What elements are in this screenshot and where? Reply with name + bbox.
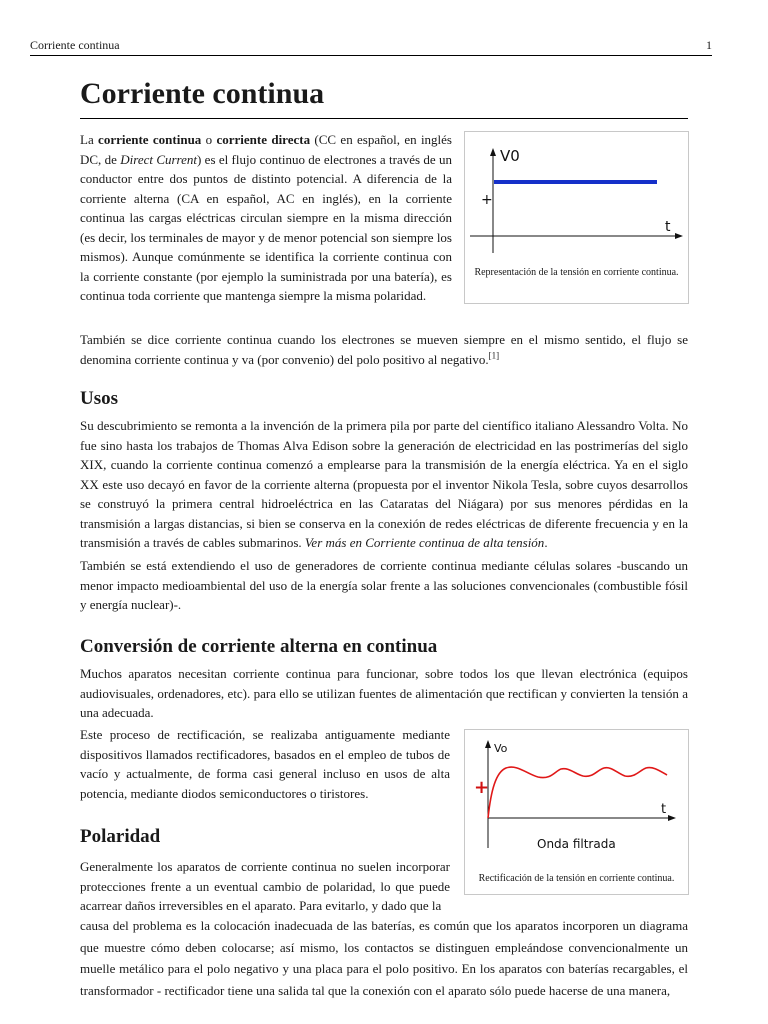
intro-paragraph-2 (80, 330, 688, 369)
conversion-paragraph-2 (80, 725, 450, 803)
article-title: Corriente continua (80, 77, 325, 110)
rectified-voltage-graph (465, 730, 688, 894)
text-run: También se está extendiendo el uso de generadores de corriente continua mediante células solares -buscando un menor impacto medioambiental del uso de la energía solar frente a las soluciones convencionales (combustible fósil y energía nuclear)-. (80, 558, 688, 612)
text-run: Muchos aparatos necesitan corriente continua para funcionar, sobre todos los que llevan electrónica (equipos audiovisuales, ordenadores, etc). para ello se utilizan fuentes de alimentación que rectifican y convierten la tensión a una adecuada. (80, 666, 688, 720)
text-run: Este proceso de rectificación, se realizaba antiguamente mediante dispositivos llamados rectificadores, basados en el empleo de tubos de vacío y actualmente, de forma casi general incluso en usos de alta potencia, mediante diodos semiconductores o tiristores. (80, 727, 450, 801)
text-run: Generalmente los aparatos de corriente continua no suelen incorporar protecciones frente a un eventual cambio de polaridad, lo que puede acarrear daños irreversibles en el aparato. Para evitarlo, y dado que la (80, 859, 450, 913)
page-number: 1 (706, 38, 712, 52)
reference-marker: [1] (488, 350, 500, 361)
italic-text: Ver más en Corriente continua de alta tensión (304, 535, 545, 550)
time-axis-label-2: t (661, 802, 667, 817)
heading-usos: Usos (80, 388, 119, 409)
bold-term: corriente directa (216, 132, 311, 147)
intro-paragraph (80, 130, 452, 306)
running-header-title: Corriente continua (30, 38, 120, 52)
polaridad-paragraph-1b (80, 915, 688, 1001)
heading-conversion: Conversión de corriente alterna en continua (80, 636, 438, 657)
polaridad-paragraph-1a (80, 857, 450, 916)
bold-term: corriente continua (98, 132, 202, 147)
figure-rectified-voltage (464, 729, 689, 895)
filtered-wave (488, 767, 667, 818)
text-run: Su descubrimiento se remonta a la invención de la primera pila por parte del científico italiano Alessandro Volta. No fue sino hasta los trabajos de Thomas Alva Edison sobre la generación de electricidad en las postrimerías del siglo XIX, cuando la corriente continua comenzó a emplearse para la transmisión de la energía eléctrica. Ya en el siglo XX este uso decayó en favor de la corriente alterna (propuesta por el inventor Nikola Tesla, sobre cuyos desarrollos se construyó la primera central hidroeléctrica en las Cataratas del Niágara) por sus menores pérdidas en la transmisión a largas distancias, si bien se conserva en la conexión de redes eléctricas de diferente frecuencia y en la transmisión a través de cables submarinos. (80, 418, 688, 550)
italic-text: Direct Current (120, 151, 198, 167)
usos-paragraph-2 (80, 556, 688, 615)
text-run: causa del problema es la colocación inadecuada de las baterías, es común que los aparatos incorporen un diagrama que muestre cómo deben colocarse; así mismo, los contactos se distinguen empleándose convencionalmente un muelle metálico para el polo negativo y una placa para el polo positivo. En los aparatos con baterías recargables, el transformador - rectificador tiene una salida tal que la conexión con el aparato sólo puede hacerse de una manera, (80, 918, 688, 998)
time-axis-label: t (665, 219, 671, 235)
vo-axis-label-2: Vo (494, 742, 508, 755)
text-run: o (201, 132, 217, 147)
plus-sign-label-2: + (474, 777, 490, 798)
header-rule (30, 55, 712, 56)
plus-sign-label: + (481, 192, 493, 208)
title-rule (80, 118, 688, 119)
usos-paragraph-1 (80, 416, 688, 553)
text-run: La (80, 132, 99, 147)
vo-axis-label: V0 (500, 147, 520, 165)
text-run: . (544, 535, 548, 550)
text-run: ) es el flujo continuo de electrones a través de un conductor entre dos puntos de distinto potencial. A diferencia de la corriente alterna (CA en español, AC en inglés), en la corriente continua las cargas eléctricas circulan siempre en la misma dirección (es decir, los terminales de mayor y de menor potencial son siempre los mismos). Aunque comúnmente se identifica la corriente continua con la corriente constante (por ejemplo la suministrada por una batería), es continua toda corriente que mantenga siempre la misma polaridad. (80, 151, 452, 303)
heading-polaridad: Polaridad (80, 826, 161, 847)
conversion-paragraph-1 (80, 664, 688, 723)
figure-caption-rectified: Rectificación de la tensión en corriente continua. (478, 873, 675, 884)
text-run: (CC en español, en inglés DC, de (80, 132, 452, 167)
figure-dc-voltage (464, 131, 689, 304)
text-run: También se dice corriente continua cuando los electrones se mueven siempre en el mismo sentido, el flujo se denomina corriente continua y va (por convenio) del polo positivo al negativo. (80, 332, 688, 367)
figure-caption-dc: Representación de la tensión en corriente continua. (474, 267, 679, 278)
wave-label: Onda filtrada (537, 837, 616, 851)
